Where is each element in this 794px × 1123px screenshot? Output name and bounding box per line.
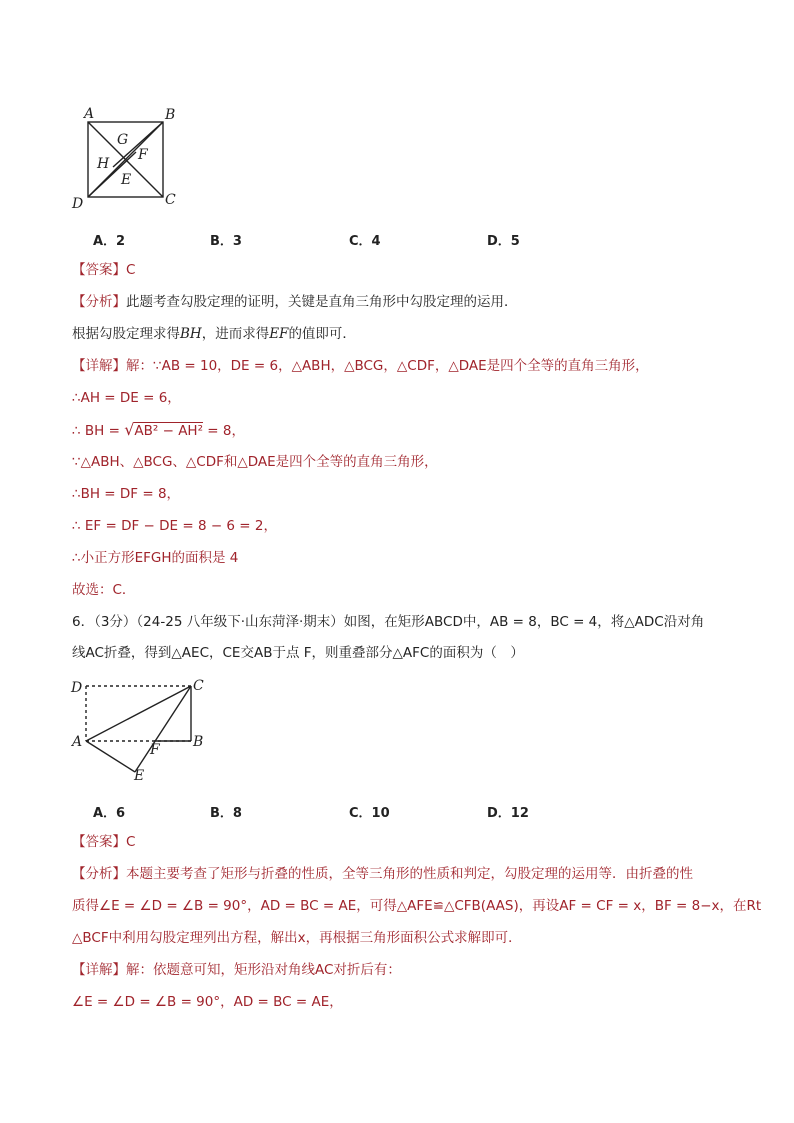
detail-line-2: ∠E = ∠D = ∠B = 90°，AD = BC = AE， bbox=[72, 994, 343, 1010]
analysis-line-2 bbox=[72, 324, 356, 344]
label-C: C bbox=[165, 192, 176, 208]
question-6-stem-2: 线AC折叠，得到△AEC，CE交AB于点 F，则重叠部分△AFC的面积为（ ） bbox=[72, 645, 524, 661]
figure-folded-rectangle bbox=[66, 672, 226, 787]
detail-line-5: ∴BH = DF = 8， bbox=[72, 486, 181, 502]
label-A: A bbox=[84, 106, 95, 122]
detail-text: 解：∵AB = 10，DE = 6，△ABH，△BCG，△CDF，△DAE是四个全等的直角三角形， bbox=[126, 358, 649, 374]
sqrt-radicand: AB² − AH² bbox=[134, 423, 203, 439]
label-F: F bbox=[138, 147, 148, 163]
detail-line-1 bbox=[72, 356, 649, 376]
option-a: A．2 bbox=[93, 234, 126, 249]
answer-line bbox=[72, 832, 135, 852]
option-d: D．12 bbox=[487, 806, 529, 821]
analysis-text: 根据勾股定理求得 bbox=[72, 326, 180, 342]
analysis-line-1 bbox=[72, 292, 518, 312]
label-E: E bbox=[134, 768, 145, 784]
math-bh: BH bbox=[180, 326, 202, 342]
detail-line-4: ∵△ABH、△BCG、△CDF和△DAE是四个全等的直角三角形， bbox=[72, 454, 438, 470]
detail-text: ∴ BH = bbox=[72, 423, 125, 439]
option-b: B．8 bbox=[210, 806, 242, 821]
analysis-text: 的值即可． bbox=[288, 326, 356, 342]
analysis-tag: 【分析】 bbox=[72, 294, 126, 310]
label-F: F bbox=[150, 742, 160, 758]
option-d: D．5 bbox=[487, 234, 520, 249]
figure-square-diagram bbox=[66, 100, 196, 215]
detail-tag: 【详解】 bbox=[72, 358, 126, 374]
option-a: A．6 bbox=[93, 806, 126, 821]
label-E: E bbox=[121, 172, 132, 188]
detail-text: 解：依题意可知，矩形沿对角线AC对折后有： bbox=[126, 962, 401, 978]
analysis-text: 本题主要考查了矩形与折叠的性质，全等三角形的性质和判定，勾股定理的运用等．由折叠的性 bbox=[126, 866, 693, 882]
sqrt-sign: √ bbox=[124, 420, 135, 439]
label-G: G bbox=[117, 132, 129, 148]
detail-line-2: ∴AH = DE = 6， bbox=[72, 390, 181, 406]
label-D: D bbox=[72, 196, 84, 212]
analysis-line-1 bbox=[72, 864, 693, 884]
label-D: D bbox=[71, 680, 83, 696]
analysis-text: 此题考查勾股定理的证明，关键是直角三角形中勾股定理的运用． bbox=[126, 294, 518, 310]
detail-line-8: 故选：C． bbox=[72, 582, 136, 598]
option-c: C．10 bbox=[349, 806, 390, 821]
analysis-tag: 【分析】 bbox=[72, 866, 126, 882]
label-A: A bbox=[72, 734, 83, 750]
detail-line-7: ∴小正方形EFGH的面积是 4 bbox=[72, 550, 239, 566]
label-C: C bbox=[193, 678, 204, 694]
label-B: B bbox=[165, 107, 176, 123]
detail-tag: 【详解】 bbox=[72, 962, 126, 978]
detail-line-6: ∴ EF = DF − DE = 8 − 6 = 2， bbox=[72, 518, 277, 534]
detail-line-1 bbox=[72, 960, 401, 980]
answer-value: C bbox=[126, 262, 136, 278]
math-ef: EF bbox=[269, 326, 289, 342]
analysis-line-3: △BCF中利用勾股定理列出方程，解出x，再根据三角形面积公式求解即可． bbox=[72, 930, 522, 946]
analysis-text: ，进而求得 bbox=[201, 326, 270, 342]
answer-tag: 【答案】 bbox=[72, 262, 126, 278]
answer-value: C bbox=[126, 834, 136, 850]
answer-line bbox=[72, 260, 135, 280]
detail-text: = 8， bbox=[203, 423, 245, 439]
analysis-line-2: 质得∠E = ∠D = ∠B = 90°，AD = BC = AE，可得△AFE≌△CFB(AAS)，再设AF = CF = x，BF = 8−x，在Rt bbox=[72, 898, 762, 914]
answer-tag: 【答案】 bbox=[72, 834, 126, 850]
detail-line-3 bbox=[72, 420, 245, 441]
label-B: B bbox=[193, 734, 204, 750]
option-c: C．4 bbox=[349, 234, 381, 249]
label-H: H bbox=[97, 156, 110, 172]
option-b: B．3 bbox=[210, 234, 242, 249]
question-6-stem-1: 6．（3分）（24-25 八年级下·山东菏泽·期末）如图，在矩形ABCD中，AB = 8，BC = 4，将△ADC沿对角 bbox=[72, 614, 705, 630]
